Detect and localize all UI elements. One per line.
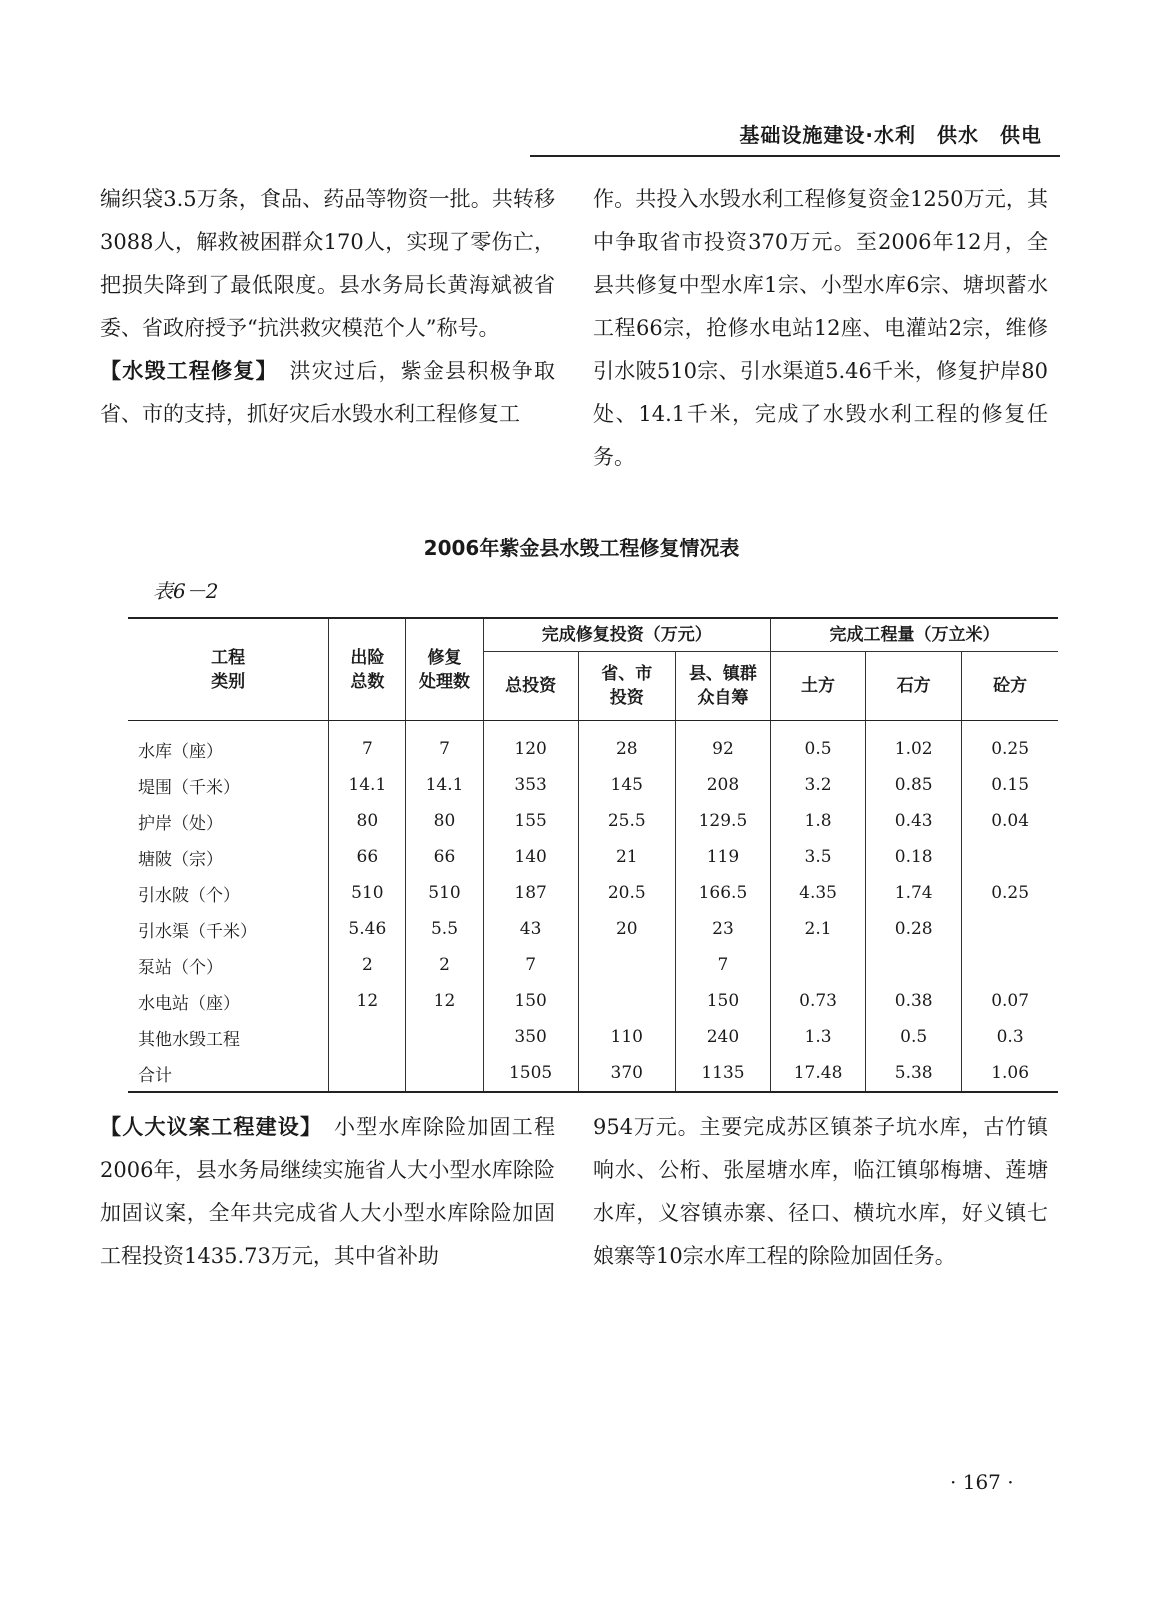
header-investment-group: 完成修复投资（万元）: [483, 618, 770, 652]
table-cell: 3.5: [771, 839, 866, 875]
table-cell: 0.25: [962, 721, 1058, 768]
left-paragraph-3: [100, 1106, 555, 1278]
table-cell: 5.46: [329, 911, 406, 947]
table-cell: 208: [675, 767, 770, 803]
table-cell: 7: [675, 947, 770, 983]
table-cell: [962, 911, 1058, 947]
table-cell: 510: [406, 875, 483, 911]
table-cell: 43: [483, 911, 578, 947]
page-number: · 167 ·: [950, 1470, 1014, 1494]
table-cell: 2: [406, 947, 483, 983]
running-header-title: 基础设施建设·水利 供水 供电: [739, 123, 1042, 147]
table-row: [128, 947, 1058, 983]
table-cell: 23: [675, 911, 770, 947]
table-row-label: 引水渠（千米）: [138, 921, 257, 942]
table-number: 表6－2: [153, 579, 219, 603]
table-cell: 510: [329, 875, 406, 911]
table-cell: 350: [483, 1019, 578, 1055]
table-cell: 0.07: [962, 983, 1058, 1019]
table-cell: 110: [578, 1019, 675, 1055]
table-row: [128, 875, 1058, 911]
table-row-label: 其他水毁工程: [138, 1029, 240, 1050]
table-row: [128, 1019, 1058, 1055]
table-cell: 370: [578, 1055, 675, 1092]
table-cell: 7: [483, 947, 578, 983]
table-cell: [406, 1019, 483, 1055]
table-row-label: 引水陂（个）: [138, 885, 240, 906]
table-cell: 14.1: [406, 767, 483, 803]
table-cell: 1.02: [866, 721, 962, 768]
right-column-top: [593, 178, 1048, 479]
table-cell: 1.06: [962, 1055, 1058, 1092]
table-cell: 0.43: [866, 803, 962, 839]
table-cell: 150: [675, 983, 770, 1019]
table-cell: 21: [578, 839, 675, 875]
left-paragraph-1: 编织袋3.5万条，食品、药品等物资一批。共转移3088人，解救被困群众170人，实现了零伤亡，把损失降到了最低限度。县水务局长黄海斌被省委、省政府授予“抗洪救灾模范个人”称号。: [100, 187, 555, 340]
table-cell: [578, 947, 675, 983]
table-cell: 166.5: [675, 875, 770, 911]
table-cell: 353: [483, 767, 578, 803]
table-row-label: 水库（座）: [138, 741, 223, 762]
table-cell: 1135: [675, 1055, 770, 1092]
header-concrete: 砼方: [962, 652, 1058, 721]
table-row: [128, 911, 1058, 947]
table-row-label: 水电站（座）: [138, 993, 240, 1014]
table-cell: [962, 947, 1058, 983]
right-paragraph-1: 作。共投入水毁水利工程修复资金1250万元，其中争取省市投资370万元。至2006年12月，全县共修复中型水库1宗、小型水库6宗、塘坝蓄水工程66宗，抢修水电站12座、电灌站2宗，维修引水陂510宗、引水渠道5.46千米，修复护岸80处、14.1千米，完成了水毁水利工程的修复任务。: [593, 187, 1048, 469]
table-cell: 0.25: [962, 875, 1058, 911]
header-provincial: 省、市 投资: [578, 652, 675, 721]
table-row-label: 合计: [128, 1055, 329, 1092]
table-cell: 25.5: [578, 803, 675, 839]
table-row-label: 护岸（处）: [138, 813, 223, 834]
left-paragraph-2: [100, 350, 555, 436]
table-cell: 4.35: [771, 875, 866, 911]
table-cell: 129.5: [675, 803, 770, 839]
table-cell: 1.74: [866, 875, 962, 911]
table-row: [128, 767, 1058, 803]
table-cell: [329, 1019, 406, 1055]
table-cell: 240: [675, 1019, 770, 1055]
table-cell: 0.15: [962, 767, 1058, 803]
table-cell: 0.85: [866, 767, 962, 803]
table-cell: 150: [483, 983, 578, 1019]
header-category: 工程 类别: [128, 618, 329, 721]
left-column-top: [100, 178, 555, 436]
table-cell: 155: [483, 803, 578, 839]
table-cell: 7: [406, 721, 483, 768]
running-header: [530, 115, 1060, 157]
header-emergencies: 出险 总数: [329, 618, 406, 721]
table-cell: 12: [329, 983, 406, 1019]
header-stone: 石方: [866, 652, 962, 721]
table-row: [128, 721, 1058, 768]
right-column-bottom: [593, 1106, 1048, 1278]
repair-table: [128, 617, 1058, 1093]
table-cell: 145: [578, 767, 675, 803]
table-row-label: 堤围（千米）: [138, 777, 240, 798]
section-heading-flood-repair: 【水毁工程修复】: [100, 359, 268, 383]
table-cell: 187: [483, 875, 578, 911]
right-paragraph-2: 954万元。主要完成苏区镇茶子坑水库，古竹镇响水、公桁、张屋塘水库，临江镇邬梅塘、莲塘水库，义容镇赤寨、径口、横坑水库，好义镇七娘寨等10宗水库工程的除险加固任务。: [593, 1115, 1048, 1268]
header-quantity-group: 完成工程量（万立米）: [771, 618, 1059, 652]
header-repaired: 修复 处理数: [406, 618, 483, 721]
table-cell: 7: [329, 721, 406, 768]
table-cell: 66: [406, 839, 483, 875]
table-cell: 92: [675, 721, 770, 768]
subheading-small-reservoir: 小型水库除险加固工程: [333, 1115, 556, 1139]
table-cell: 28: [578, 721, 675, 768]
table-cell: 20: [578, 911, 675, 947]
table-cell: 0.04: [962, 803, 1058, 839]
table-title: 2006年紫金县水毁工程修复情况表: [423, 536, 740, 560]
table-cell: 5.5: [406, 911, 483, 947]
table-row: [128, 803, 1058, 839]
table-cell: 1505: [483, 1055, 578, 1092]
table-cell: 0.18: [866, 839, 962, 875]
table-cell: 120: [483, 721, 578, 768]
table-cell: 80: [329, 803, 406, 839]
header-earth: 土方: [771, 652, 866, 721]
header-total-investment: 总投资: [483, 652, 578, 721]
table-cell: 3.2: [771, 767, 866, 803]
table-cell: 66: [329, 839, 406, 875]
table-row-label: 塘陂（宗）: [138, 849, 223, 870]
table-row: [128, 839, 1058, 875]
table-cell: 14.1: [329, 767, 406, 803]
left-paragraph-2-text: 洪灾过后，紫金县积极争取省、市的支持，抓好灾后水毁水利工程修复工: [100, 359, 556, 426]
table-cell: 80: [406, 803, 483, 839]
left-column-bottom: [100, 1106, 555, 1278]
table-cell: 17.48: [771, 1055, 866, 1092]
table-cell: 20.5: [578, 875, 675, 911]
table-cell: 140: [483, 839, 578, 875]
table-cell: 1.8: [771, 803, 866, 839]
section-heading-npc-projects: 【人大议案工程建设】: [100, 1115, 312, 1139]
table-row: [128, 1055, 1058, 1092]
table-cell: 0.5: [866, 1019, 962, 1055]
table-cell: [578, 983, 675, 1019]
table-cell: [771, 947, 866, 983]
table-cell: 119: [675, 839, 770, 875]
table-cell: 5.38: [866, 1055, 962, 1092]
table-cell: [866, 947, 962, 983]
table-body: [128, 721, 1058, 1093]
table-cell: 0.38: [866, 983, 962, 1019]
table-cell: 12: [406, 983, 483, 1019]
table-cell: [329, 1055, 406, 1092]
table-cell: 0.28: [866, 911, 962, 947]
table-row: [128, 983, 1058, 1019]
table-cell: [406, 1055, 483, 1092]
table-cell: 0.5: [771, 721, 866, 768]
table-row-label: 泵站（个）: [138, 957, 223, 978]
header-local: 县、镇群 众自筹: [675, 652, 770, 721]
left-paragraph-3-text: 2006年，县水务局继续实施省人大小型水库除险加固议案，全年共完成省人大小型水库除险加固工程投资1435.73万元，其中省补助: [100, 1158, 555, 1268]
table-cell: 2: [329, 947, 406, 983]
table-cell: 0.73: [771, 983, 866, 1019]
table-cell: 2.1: [771, 911, 866, 947]
table-cell: [962, 839, 1058, 875]
table-cell: 0.3: [962, 1019, 1058, 1055]
table-cell: 1.3: [771, 1019, 866, 1055]
